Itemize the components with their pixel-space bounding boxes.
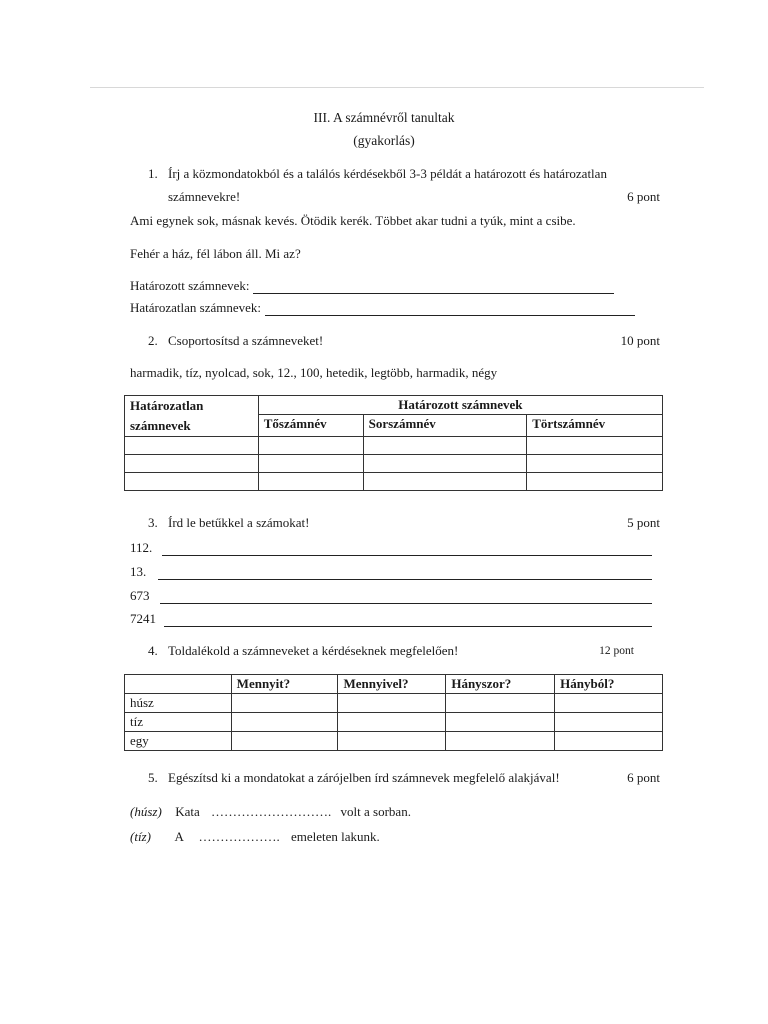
- task2-words: harmadik, tíz, nyolcad, sok, 12., 100, hetedik, legtöbb, harmadik, négy: [130, 365, 498, 380]
- task5-sentence: [130, 829, 380, 845]
- task1-definite-answer-line[interactable]: [253, 281, 614, 294]
- task5-points: 6 pont: [627, 770, 660, 785]
- task4-row-label: egy: [125, 732, 232, 751]
- task5-hint: (tíz): [130, 829, 151, 844]
- task2-points: 10 pont: [620, 333, 660, 348]
- answer-cell[interactable]: [446, 732, 555, 751]
- table-row: [125, 732, 663, 751]
- task4-instruction: [148, 643, 458, 659]
- task4-points: 12 pont: [599, 645, 634, 657]
- task2-header-fractional: Törtszámnév: [527, 415, 663, 437]
- task5-hint: (húsz): [130, 804, 162, 819]
- task3-item-label: 112.: [130, 540, 153, 555]
- answer-cell[interactable]: [338, 713, 446, 732]
- task3-item-label: 7241: [130, 611, 156, 626]
- task3-answer-line[interactable]: [162, 543, 652, 556]
- answer-cell[interactable]: [555, 732, 663, 751]
- page-title: III. A számnévről tanultak: [313, 110, 455, 125]
- task2-number: 2.: [148, 333, 158, 348]
- answer-cell[interactable]: [363, 455, 527, 473]
- task5-sentence-end: volt a sorban.: [340, 804, 411, 819]
- task2-text: Csoportosítsd a számneveket!: [168, 333, 324, 348]
- page-subtitle: (gyakorlás): [353, 133, 415, 148]
- task3-number: 3.: [148, 515, 158, 530]
- task3-item-label: 673: [130, 588, 150, 603]
- task3-points: 5 pont: [627, 515, 660, 530]
- task2-table: [124, 395, 663, 491]
- task2-indefinite-header-line2: számnevek: [130, 418, 191, 433]
- task5-blank[interactable]: ……………….: [198, 829, 280, 844]
- task5-sentence-start: A: [174, 829, 184, 844]
- task2-definite-group-header: Határozott számnevek: [258, 396, 662, 415]
- task1-example2: Fehér a ház, fél lábon áll. Mi az?: [130, 246, 301, 261]
- answer-cell[interactable]: [258, 437, 363, 455]
- task3-text: Írd le betűkkel a számokat!: [168, 515, 310, 530]
- task1-example1: Ami egynek sok, másnak kevés. Ötödik kerék. Többet akar tudni a tyúk, mint a csibe.: [130, 213, 576, 228]
- task2-header-cardinal: Tőszámnév: [258, 415, 363, 437]
- answer-cell[interactable]: [363, 473, 527, 491]
- task1-text-line1: Írj a közmondatokból és a találós kérdésekből 3-3 példát a határozott és határozatlan: [168, 166, 607, 181]
- task5-sentence-end: emeleten lakunk.: [290, 829, 380, 844]
- task4-header-hanybol: Hányból?: [555, 675, 663, 694]
- task1-number: 1.: [148, 166, 158, 181]
- answer-cell[interactable]: [231, 713, 338, 732]
- task3-item-row: [130, 540, 652, 556]
- task4-header-mennyit: Mennyit?: [231, 675, 338, 694]
- task1-definite-row: [130, 278, 614, 294]
- task4-header-hanyszor: Hányszor?: [446, 675, 555, 694]
- answer-cell[interactable]: [125, 455, 259, 473]
- task1-definite-label: Határozott számnevek:: [130, 278, 250, 293]
- answer-cell[interactable]: [527, 455, 663, 473]
- task5-number: 5.: [148, 770, 158, 785]
- answer-cell[interactable]: [446, 694, 555, 713]
- answer-cell[interactable]: [125, 437, 259, 455]
- task4-corner-cell: [125, 675, 232, 694]
- task1-indefinite-answer-line[interactable]: [265, 303, 635, 316]
- answer-cell[interactable]: [363, 437, 527, 455]
- task3-item-label: 13.: [130, 564, 147, 579]
- task2-indefinite-header: [125, 396, 259, 437]
- task1-points: 6 pont: [627, 189, 660, 204]
- answer-cell[interactable]: [555, 713, 663, 732]
- answer-cell[interactable]: [527, 437, 663, 455]
- answer-cell[interactable]: [258, 455, 363, 473]
- task4-number: 4.: [148, 643, 158, 658]
- task3-item-row: [130, 611, 652, 627]
- task5-instruction: [148, 770, 560, 786]
- answer-cell[interactable]: [231, 694, 338, 713]
- table-row: [125, 713, 663, 732]
- answer-cell[interactable]: [231, 732, 338, 751]
- task1-indefinite-label: Határozatlan számnevek:: [130, 300, 262, 315]
- task5-blank[interactable]: ……………………….: [211, 804, 332, 819]
- task3-answer-line[interactable]: [160, 591, 652, 604]
- answer-cell[interactable]: [527, 473, 663, 491]
- task3-item-row: [130, 588, 652, 604]
- table-row: [125, 455, 663, 473]
- task4-row-label: húsz: [125, 694, 232, 713]
- task2-instruction: [148, 333, 323, 349]
- table-row: [125, 437, 663, 455]
- task5-sentence-start: Kata: [175, 804, 200, 819]
- task1-instruction-line1: [148, 166, 607, 182]
- task5-text: Egészítsd ki a mondatokat a zárójelben írd számnevek megfelelő alakjával!: [168, 770, 560, 785]
- task5-sentence: [130, 804, 411, 820]
- table-row: [125, 473, 663, 491]
- page-top-divider: [90, 87, 704, 88]
- task4-text: Toldalékold a számneveket a kérdéseknek megfelelően!: [168, 643, 459, 658]
- answer-cell[interactable]: [338, 694, 446, 713]
- task2-indefinite-header-line1: Határozatlan: [130, 398, 204, 413]
- answer-cell[interactable]: [125, 473, 259, 491]
- task4-row-label: tíz: [125, 713, 232, 732]
- task3-answer-line[interactable]: [158, 567, 652, 580]
- answer-cell[interactable]: [258, 473, 363, 491]
- answer-cell[interactable]: [555, 694, 663, 713]
- task3-answer-line[interactable]: [164, 614, 652, 627]
- task1-indefinite-row: [130, 300, 635, 316]
- answer-cell[interactable]: [446, 713, 555, 732]
- task3-instruction: [148, 515, 310, 531]
- task4-table: [124, 674, 663, 751]
- answer-cell[interactable]: [338, 732, 446, 751]
- task1-text-line2: számnevekre!: [168, 189, 241, 204]
- task3-item-row: [130, 564, 652, 580]
- task4-header-mennyivel: Mennyivel?: [338, 675, 446, 694]
- task2-header-ordinal: Sorszámnév: [363, 415, 527, 437]
- table-row: [125, 694, 663, 713]
